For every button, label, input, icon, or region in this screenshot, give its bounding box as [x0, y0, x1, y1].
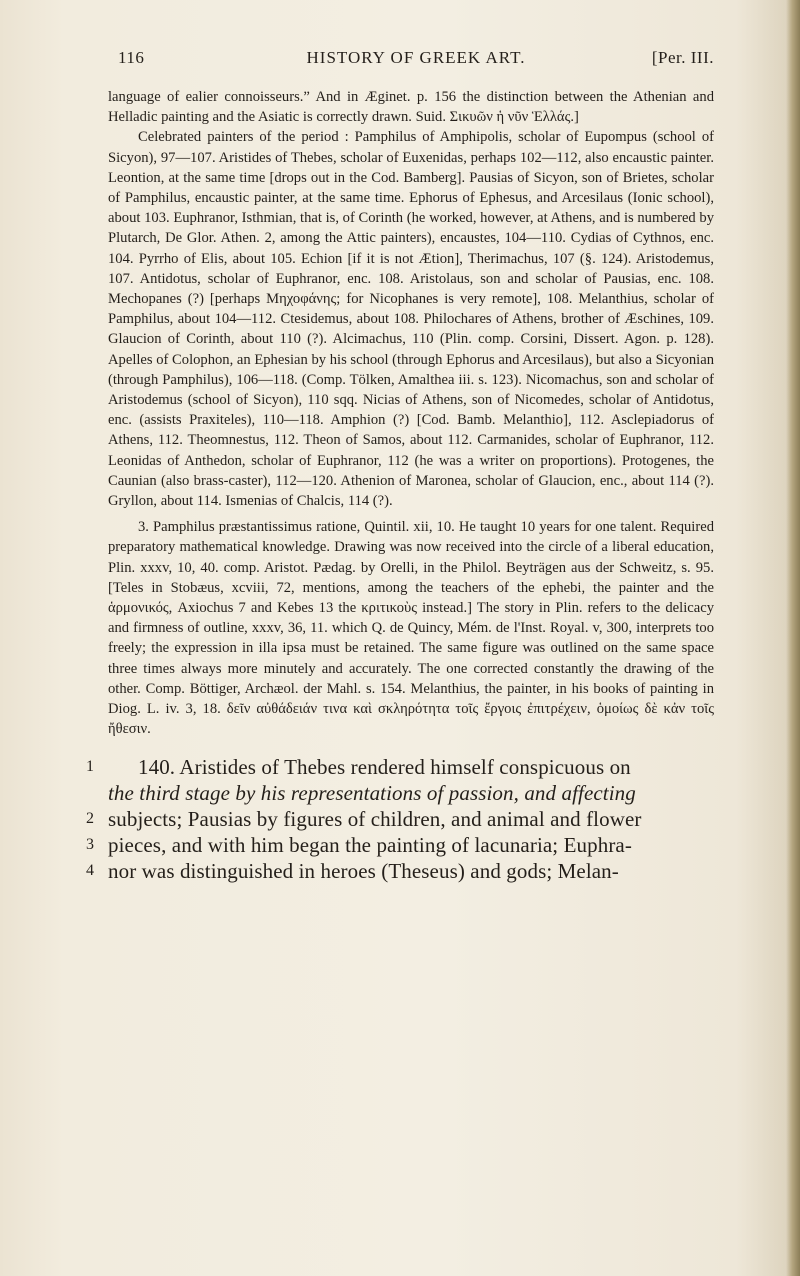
main-text-line: [108, 780, 714, 806]
page-body: [86, 87, 714, 884]
running-header: [118, 48, 714, 74]
main-text-line: [86, 754, 714, 780]
line-number: 1: [86, 757, 95, 775]
note-paragraph-1: language of ealier connoisseurs.” And in Æginet. p. 156 the distinction between the Athenian and Helladic painting and the Asiatic is correctly drawn. Suid. Σικυῶν ἡ νῦν Ἑλλάς.]: [108, 89, 714, 126]
main-text-line: [86, 858, 714, 884]
line-text: pieces, and with him began the painting of lacunaria; Euphra-: [108, 832, 632, 857]
painters-list-paragraph: Celebrated painters of the period : Pamphilus of Amphipolis, scholar of Eupompus (school of Sicyon), 97—107. Aristides of Thebes, scholar of Euxenidas, perhaps 102—112, also encaustic painter. Leontion, at the same time [drops out in the Cod. Bamberg]. Pausias of Sicyon, son of Brietes, scholar of Pamphilus, encaustic painter, at the same time. Ephorus of Ephesus, and Arcesilaus (Ionic school), about 103. Euphranor, Isthmian, that is, of Corinth (he worked, however, at Athens, and is numbered by Plutarch, De Glor. Athen. 2, among the Attic painters), encaustes, 104—110. Cydias of Cythnos, enc. 104. Pyrrho of Elis, about 105. Echion [if it is not Ætion], Therimachus, 107 (§. 124). Aristodemus, 107. Antidotus, scholar of Euphranor, enc. 108. Aristolaus, son and scholar of Pausias, enc. 108. Mechopanes (?) [perhaps Μηχοφάνης; for Nicophanes is very remote], 108. Melanthius, scholar of Pamphilus, about 104—112. Ctesidemus, about 108. Philochares of Athens, brother of Æschines, 109. Glaucion of Corinth, about 110 (?). Alcimachus, 110 (Plin. comp. Corsini, Dissert. Agon. p. 128). Apelles of Colophon, an Ephesian by his school (through Ephorus and Arcesilaus), but also a Sicyonian (through Pamphilus), 106—118. (Comp. Tölken, Amalthea iii. s. 123). Nicomachus, son and scholar of Aristodemus (school of Sicyon), 110 sqq. Nicias of Athens, son of Nicomedes, scholar of Antidotus, enc. (assists Praxiteles), 110—118. Amphion (?) [Cod. Bamb. Melanthio], 112. Asclepiadorus of Athens, 112. Theomnestus, 112. Theon of Samos, about 112. Carmanides, scholar of Euphranor, 112. Leonidas of Anthedon, scholar of Euphranor, 112 (he was a writer on proportions). Protogenes, the Caunian (also brass-caster), 112—120. Athenion of Maronea, scholar of Glaucion, enc., about 114 (?). Gryllon, about 114. Ismenias of Chalcis, 114 (?).: [108, 129, 714, 510]
running-title: HISTORY OF GREEK ART.: [306, 48, 526, 67]
section-marker: [Per. III.: [651, 48, 714, 67]
note-paragraph-3: 3. Pamphilus præstantissimus ratione, Quintil. xii, 10. He taught 10 years for one talent. Required preparatory mathematical knowledge. Drawing was now received into the circle of a liberal education, Plin. xxxv, 10, 40. comp. Aristot. Pædag. by Orelli, in the Philol. Beyträgen aus der Schweitz, s. 95. [Teles in Stobæus, xcviii, 72, mentions, among the teachers of the ephebi, the painter and the ἁρμονικός, Axiochus 7 and Kebes 13 the κριτικοὺς instead.] The story in Plin. refers to the delicacy and firmness of outline, xxxv, 36, 11. which Q. de Quincy, Mém. de l'Inst. Royal. v, 300, interprets too freely; the expression in illa ipsa must be retained. The same figure was outlined on the same space three times always more minutely and accurately. The one corrected constantly the drawing of the other. Comp. Böttiger, Archæol. der Mahl. s. 154. Melanthius, the painter, in his books of painting in Diog. L. iv. 3, 18. δεῖν αὐθάδειάν τινα καὶ σκληρότητα τοῖς ἔργοις ἐπιτρέχειν, ὁμοίως δὲ κἀν τοῖς ἤθεσιν.: [108, 519, 714, 738]
line-text: 140. Aristides of Thebes rendered himself conspicuous on: [138, 754, 631, 779]
line-number: 2: [86, 809, 95, 827]
line-number: 4: [86, 861, 95, 879]
line-text: subjects; Pausias by figures of children, and animal and flower: [108, 806, 642, 831]
page-number: 116: [118, 48, 145, 67]
line-number: 3: [86, 835, 95, 853]
line-text: the third stage by his representations of passion, and affecting: [108, 780, 636, 805]
main-text-block: [86, 754, 714, 884]
line-text: nor was distinguished in heroes (Theseus) and gods; Melan-: [108, 858, 619, 883]
main-text-line: [86, 832, 714, 858]
main-text-line: [86, 806, 714, 832]
page-edge-shadow: [786, 0, 800, 1276]
